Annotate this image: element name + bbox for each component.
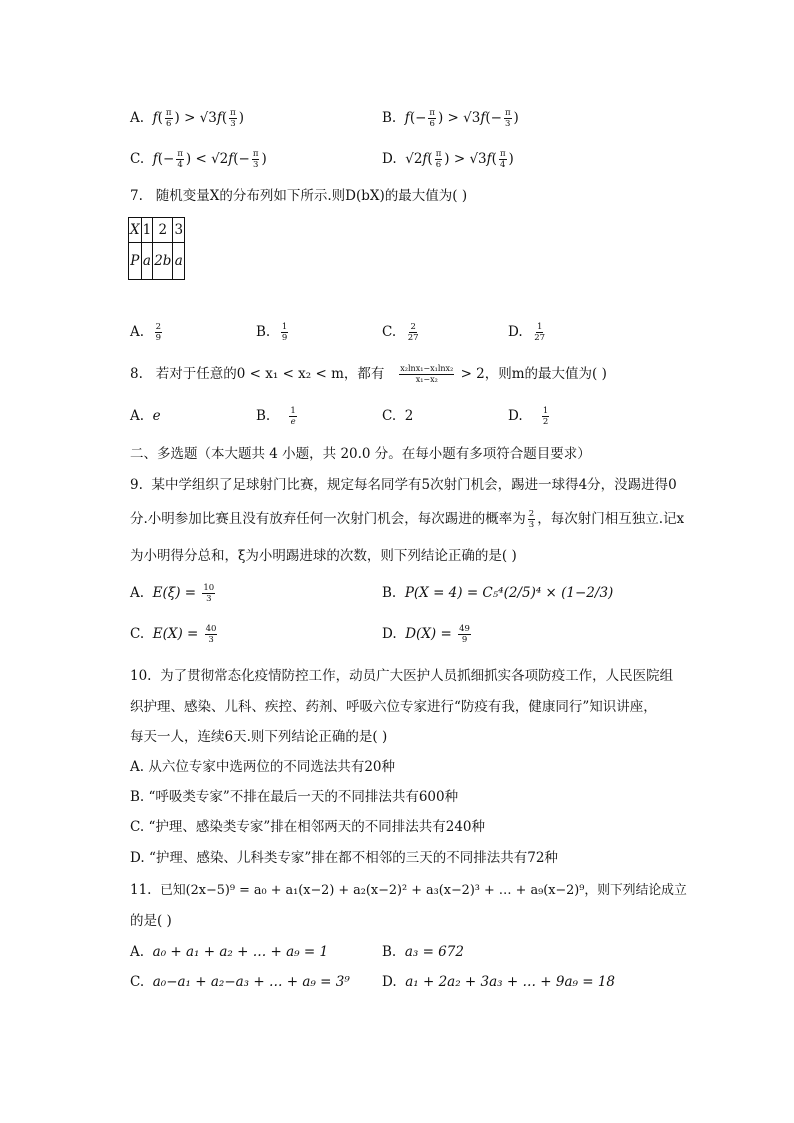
table-cell: 2b [153, 243, 173, 280]
q11-option-d [382, 972, 615, 992]
option-text: E(ξ) = [152, 585, 197, 601]
q11-line-2 [130, 911, 172, 931]
fraction: $\frac{\text{x₂lnx₁−x₁lnx₂}}{\text{x₁−x₂}}$ [400, 364, 454, 384]
fraction: $\frac{2}{3}$ [528, 509, 535, 530]
option-text: a₁ + 2a₂ + 3a₃ + … + 9a₉ = 18 [405, 974, 615, 990]
option-label: A. [130, 585, 145, 601]
option-label: C. [382, 408, 397, 424]
option-label: A. [130, 944, 145, 960]
option-label: C. [130, 974, 145, 990]
table-row [129, 243, 185, 280]
question-text: 随机变量X的分布列如下所示.则D(bX)的最大值为( ) [155, 188, 468, 204]
fraction: $\frac{\pi}{6}$ [429, 108, 435, 129]
option-label: C. [382, 324, 397, 340]
question-number: 10. [130, 668, 152, 684]
q9-option-c [130, 624, 219, 645]
q10-option-b [130, 787, 458, 807]
section-title: 二、多选题（本大题共 4 小题，共 20.0 分。在每小题有多项符合题目要求） [130, 446, 591, 462]
option-label: A. [130, 324, 145, 340]
option-label: D. [508, 408, 523, 424]
option-label: B. [382, 110, 397, 126]
q11-option-c [130, 972, 350, 992]
q6-option-d: D. √2f( $\frac{\pi}{6}$ ) > √3f( $\frac{\pi}{4}$ ) [382, 149, 514, 170]
option-text: a₃ = 672 [404, 944, 464, 960]
option-value: 2 [404, 408, 414, 424]
fraction: $\frac{1}{9}$ [281, 322, 288, 343]
option-label: B. [256, 408, 271, 424]
table-cell: P [129, 243, 142, 280]
q9-line-2 [130, 509, 684, 530]
question-text: ，每次射门相互独立.记x [537, 511, 685, 527]
table-cell: 3 [173, 218, 185, 243]
q10-line-2 [130, 697, 657, 717]
q10-line-1 [130, 666, 673, 686]
question-text: 已知(2x−5)⁹ = a₀ + a₁(x−2) + a₂(x−2)² + a₃(x−2)³ + … + a₉(x−2)⁹，则下列结论成立 [160, 883, 687, 898]
q9-line-3 [130, 546, 517, 566]
question-number: 9. [130, 477, 143, 493]
fraction: $\frac{\pi}{6}$ [165, 108, 172, 129]
q10-option-c [130, 817, 485, 837]
fraction: $\frac{1}{2}$ [542, 406, 549, 427]
option-text: “护理、感染类专家”排在相邻两天的不同排法共有240种 [148, 819, 486, 835]
table-cell: 1 [141, 218, 153, 243]
option-label: D. [508, 324, 523, 340]
question-text: 为小明得分总和，ξ为小明踢进球的次数，则下列结论正确的是( ) [130, 548, 517, 564]
fraction: $\frac{\pi}{4}$ [499, 149, 506, 170]
fraction: $\frac{40}{3}$ [205, 624, 217, 645]
option-label: C. [130, 151, 145, 167]
math-f: f [400, 110, 410, 126]
fraction: $\frac{1}{27}$ [534, 322, 546, 343]
q7-option-b [256, 322, 290, 343]
fraction: $\frac{2}{9}$ [155, 322, 162, 343]
option-text: “护理、感染、儿科类专家”排在都不相邻的三天的不同排法共有72种 [148, 850, 558, 866]
option-label: C. [130, 626, 145, 642]
question-number: 7. [130, 188, 143, 204]
question-text: 的是( ) [130, 913, 172, 929]
fraction: $\frac{10}{3}$ [203, 583, 215, 604]
option-value: e [152, 408, 161, 424]
option-label: B. [382, 585, 397, 601]
q8-option-a [130, 406, 161, 426]
math-f: f [148, 110, 158, 126]
q6-option-c: C. f(− $\frac{\pi}{4}$ ) < √2f(− $\frac{\pi}{3}$ ) [130, 149, 267, 170]
fraction: $\frac{1}{e}$ [290, 406, 296, 427]
fraction: $\frac{\pi}{4}$ [177, 149, 183, 170]
math-f: f [148, 151, 158, 167]
table-cell: 2 [153, 218, 173, 243]
q7-option-d [508, 322, 548, 343]
option-text: a₀−a₁ + a₂−a₃ + … + a₉ = 3⁹ [152, 974, 350, 990]
table-cell: a [173, 243, 185, 280]
q7-option-c [382, 322, 422, 343]
fraction: $\frac{\pi}{3}$ [504, 108, 511, 129]
option-text: P(X = 4) = C₅⁴(2/5)⁴ × (1−2/3) [404, 585, 614, 601]
q7-option-a [130, 322, 164, 343]
q9-option-b [382, 583, 613, 603]
q8-option-d [508, 406, 551, 427]
option-label: C. [130, 819, 145, 835]
q11-option-a [130, 942, 328, 962]
option-text: D(X) = [405, 626, 452, 642]
option-text: “呼吸类专家”不排在最后一天的不同排法共有600种 [148, 789, 459, 805]
q9-option-d [382, 624, 473, 645]
q10-option-a [130, 757, 395, 777]
option-text: a₀ + a₁ + a₂ + … + a₉ = 1 [152, 944, 329, 960]
q10-line-3 [130, 727, 387, 747]
question-text: 分.小明参加比赛且没有放弃任何一次射门机会，每次踢进的概率为 [130, 511, 526, 527]
q8-stem [130, 364, 607, 385]
q9-line-1 [130, 475, 677, 495]
q7-stem [130, 186, 467, 206]
q11-option-b [382, 942, 464, 962]
fraction: $\frac{\pi}{3}$ [252, 149, 259, 170]
fraction: $\frac{\pi}{6}$ [435, 149, 442, 170]
q10-option-d [130, 848, 558, 868]
q11-line-1 [130, 880, 687, 901]
q9-option-a [130, 583, 217, 604]
table-row [129, 218, 185, 243]
q6-option-b: B. f(− $\frac{\pi}{6}$ ) > √3f(− $\frac{\pi}{3}$ ) [382, 108, 519, 129]
table-cell: a [141, 243, 153, 280]
q8-option-b [256, 406, 299, 427]
distribution-table [128, 217, 185, 280]
question-text: > 2，则m的最大值为( ) [460, 366, 607, 382]
q8-option-c [382, 406, 413, 426]
option-label: A. [130, 408, 145, 424]
fraction: $\frac{49}{9}$ [459, 624, 470, 645]
option-label: B. [130, 789, 145, 805]
option-label: D. [382, 151, 397, 167]
option-label: D. [382, 626, 397, 642]
question-text: 为了贯彻常态化疫情防控工作，动员广大医护人员抓细抓实各项防疫工作，人民医院组 [160, 668, 674, 684]
option-label: A. [130, 759, 145, 775]
question-number: 8. [130, 366, 143, 382]
question-text: 某中学组织了足球射门比赛，规定每名同学有5次射门机会，踢进一球得4分，没踢进得0 [151, 477, 677, 493]
option-label: A. [130, 110, 145, 126]
question-text: 若对于任意的0 < x₁ < x₂ < m，都有 [155, 366, 385, 382]
table-cell: X [129, 218, 142, 243]
question-text: 每天一人，连续6天.则下列结论正确的是( ) [130, 729, 388, 745]
q6-option-a: A. f( $\frac{\pi}{6}$ ) > √3f( $\frac{\pi}{3}$ ) [130, 108, 245, 129]
question-text: 织护理、感染、儿科、疾控、药剂、呼吸六位专家进行“防疫有我，健康同行”知识讲座， [130, 699, 657, 715]
fraction: $\frac{\pi}{3}$ [230, 108, 236, 129]
option-text: E(X) = [152, 626, 199, 642]
question-number: 11. [130, 882, 152, 898]
option-label: B. [256, 324, 271, 340]
fraction: $\frac{2}{27}$ [407, 322, 419, 343]
section-heading [130, 444, 591, 464]
option-label: B. [382, 944, 397, 960]
option-label: D. [130, 850, 145, 866]
option-label: D. [382, 974, 397, 990]
option-text: 从六位专家中选两位的不同选法共有20种 [148, 759, 396, 775]
